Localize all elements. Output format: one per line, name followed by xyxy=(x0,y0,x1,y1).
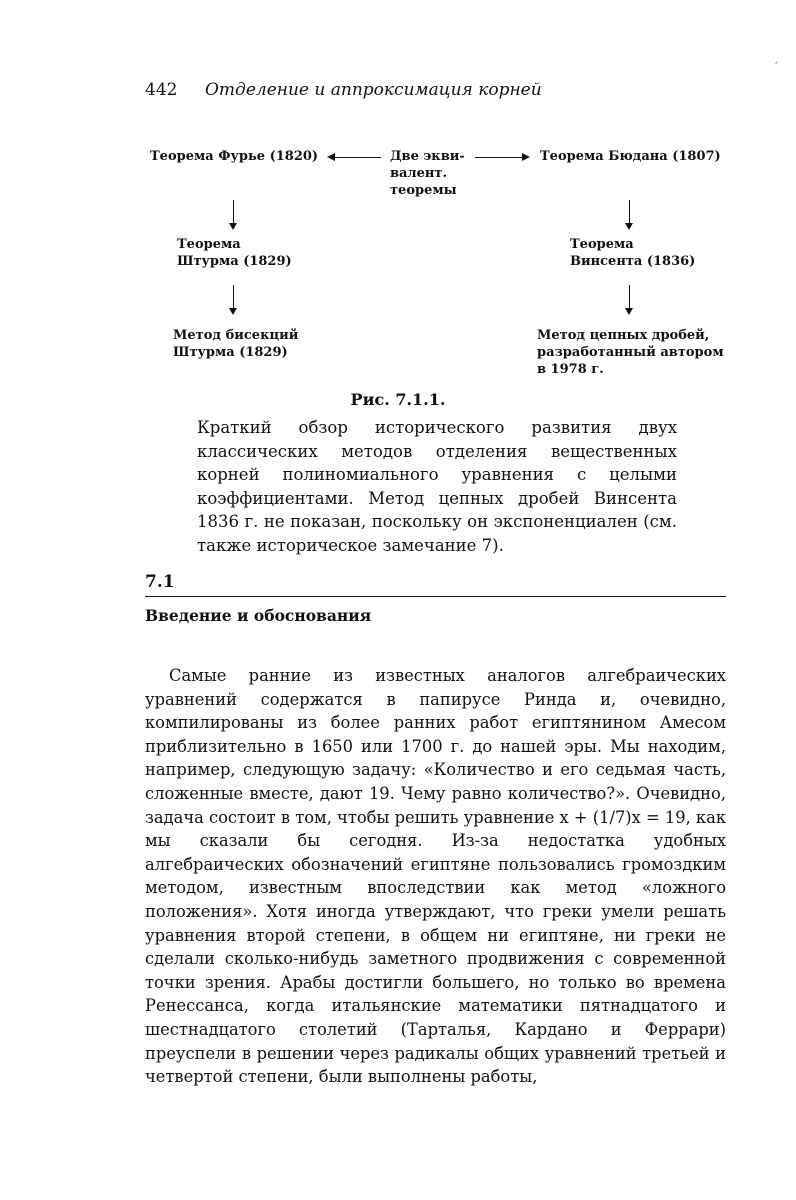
sturm-method-line-2: Штурма (1829) xyxy=(173,345,288,360)
equivalent-theorems-node xyxy=(390,148,465,199)
cf-method-line-2: разработанный автором xyxy=(537,345,724,360)
vincent-theorem-line-1: Теорема xyxy=(570,237,634,252)
figure-caption: Краткий обзор исторического развития двух классических методов отделения вещественных корней полиномиального уравнения с целыми коэффициентами. Метод цепных дробей Винсента 1836 г. не показан, поскольку он экспоненциален (см. также историческое замечание 7). xyxy=(197,418,677,555)
down-arrow-1-line xyxy=(233,200,234,224)
cf-method-line-1: Метод цепных дробей, xyxy=(537,328,710,343)
equivalent-line-2: валент. xyxy=(390,166,447,181)
down-arrow-4-line xyxy=(629,285,630,309)
vincent-theorem-line-2: Винсента (1836) xyxy=(570,254,696,269)
sturm-theorem-line-2: Штурма (1829) xyxy=(177,254,292,269)
margin-speck: ′ xyxy=(775,60,778,74)
down-arrow-icon xyxy=(625,308,633,315)
section-number: 7.1 xyxy=(145,572,175,592)
sturm-theorem-line-1: Теорема xyxy=(177,237,241,252)
running-title: Отделение и аппроксимация корней xyxy=(205,80,542,100)
cf-method-line-3: в 1978 г. xyxy=(537,362,604,377)
sturm-method-line-1: Метод бисекций xyxy=(173,328,299,343)
section-rule xyxy=(145,596,726,597)
budan-theorem-node: Теорема Бюдана (1807) xyxy=(540,149,721,164)
figure-label: Рис. 7.1.1. xyxy=(350,390,446,409)
down-arrow-icon xyxy=(625,223,633,230)
vincent-theorem-node xyxy=(570,236,695,270)
down-arrow-3-line xyxy=(629,200,630,224)
right-arrow-line xyxy=(475,157,524,158)
fourier-theorem-node: Теорема Фурье (1820) xyxy=(150,149,319,164)
sturm-method-node xyxy=(173,327,298,361)
down-arrow-icon xyxy=(229,308,237,315)
equivalent-line-1: Две экви- xyxy=(390,149,465,164)
running-head xyxy=(145,80,542,100)
page-number: 442 xyxy=(145,80,178,100)
left-arrow-line xyxy=(333,157,381,158)
body-paragraph: Самые ранние из известных аналогов алгебраических уравнений содержатся в папирусе Ринда и, очевидно, компилированы из более ранних работ египтянином Амесом приблизительно в 1650 или 1700 г. до нашей эры. Мы находим, например, следующую задачу: «Количество и его седьмая часть, сложенные вместе, дают 19. Чему равно количество?». Очевидно, задача состоит в том, чтобы решить уравнение x + (1/7)x = 19, как мы сказали бы сегодня. Из-за недостатка удобных алгебраических обозначений египтяне пользовались громоздким методом, известным впоследствии как метод «ложного положения». Хотя иногда утверждают, что греки умели решать уравнения второй степени, в общем ни египтяне, ни греки не сделали сколько-нибудь заметного продвижения с современной точки зрения. Арабы достигли большего, но только во времена Ренессанса, когда итальянские математики пятнадцатого и шестнадцатого столетий (Тарталья, Кардано и Феррари) преуспели в решении через радикалы общих уравнений третьей и четвертой степени, были выполнены работы, xyxy=(145,666,726,1087)
equivalent-line-3: теоремы xyxy=(390,183,457,198)
down-arrow-2-line xyxy=(233,285,234,309)
left-arrow-head-icon xyxy=(327,153,335,161)
section-title: Введение и обоснования xyxy=(145,606,372,625)
down-arrow-icon xyxy=(229,223,237,230)
sturm-theorem-node xyxy=(177,236,292,270)
right-arrow-head-icon xyxy=(522,153,530,161)
continued-fraction-method-node xyxy=(537,327,724,378)
